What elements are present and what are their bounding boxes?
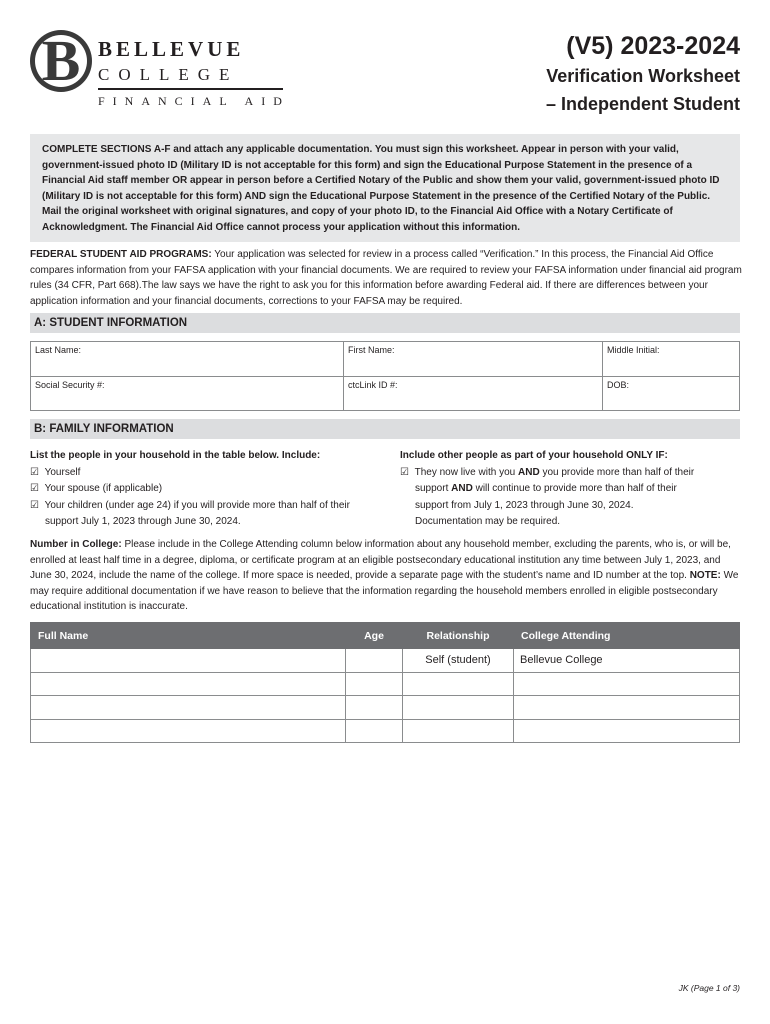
ctclink-id-field[interactable] xyxy=(344,377,603,410)
include-heading: List the people in your household in the table below. Include: xyxy=(30,450,321,461)
title-line-2: – Independent Student xyxy=(545,94,740,114)
full-name-cell[interactable] xyxy=(31,719,346,743)
checkbox-icon: ☑ xyxy=(30,466,39,478)
logo-name: BELLEVUE xyxy=(98,37,245,61)
logo-department: FINANCIAL AID xyxy=(98,94,290,108)
bellevue-college-logo xyxy=(30,30,290,112)
age-cell[interactable] xyxy=(346,672,403,696)
college-cell[interactable] xyxy=(514,696,740,720)
college-cell[interactable]: Bellevue College xyxy=(514,649,740,673)
checkbox-icon: ☑ xyxy=(30,483,39,494)
intro-lead: FEDERAL STUDENT AID PROGRAMS: xyxy=(30,249,212,260)
dob-field[interactable] xyxy=(603,377,739,410)
household-other-list: Include other people as part of your household ONLY IF: ☑ They now live with you AND you provide more than half of their support AND will continue to provide more than half of their support from July 1, 2023 through June 30, 2024. Documentation may be required. xyxy=(400,448,730,531)
list-item: ☑ Yourself xyxy=(30,465,390,482)
college-cell[interactable] xyxy=(514,672,740,696)
instructions-box: COMPLETE SECTIONS A-F and attach any applicable documentation. You must sign this worksheet. Appear in person with your valid, government-issued photo ID (Military ID is not acceptable for this form) and sign the Educational Purpose Statement in the presence of a Financial Aid staff member OR appear in person before a Certified Notary of the Public and show them your valid, government-issued photo ID (Military ID is not acceptable for this form) AND sign the Educational Purpose Statement in the presence of the Certified Notary of the Public. Mail the original worksheet with original signatures, and copy of your photo ID, to the Financial Aid Office with a Notary Certificate of Acknowledgment. The Financial Aid Office cannot process your application without this information. xyxy=(30,134,740,242)
full-name-cell[interactable] xyxy=(31,696,346,720)
table-header-row xyxy=(31,623,740,649)
col-college-attending: College Attending xyxy=(514,623,740,649)
table-row xyxy=(31,649,740,673)
col-age: Age xyxy=(346,623,403,649)
checkbox-icon: ☑ xyxy=(30,499,39,511)
middle-initial-field[interactable] xyxy=(603,342,739,377)
title-line-1: Verification Worksheet xyxy=(546,66,740,86)
full-name-cell[interactable] xyxy=(31,649,346,673)
ssn-label: Social Security #: xyxy=(35,380,105,390)
student-info-grid xyxy=(30,341,740,411)
household-table xyxy=(30,622,740,743)
list-item: ☑ Your children (under age 24) if you will provide more than half of their xyxy=(30,498,390,515)
age-cell[interactable] xyxy=(346,696,403,720)
full-name-cell[interactable] xyxy=(31,672,346,696)
relationship-cell[interactable] xyxy=(403,719,514,743)
table-row xyxy=(31,672,740,696)
middle-initial-label: Middle Initial: xyxy=(607,345,660,355)
table-row xyxy=(31,696,740,720)
section-a-header: A: STUDENT INFORMATION xyxy=(30,313,740,333)
logo-letter: B xyxy=(41,28,81,93)
document-title xyxy=(546,30,740,118)
relationship-cell[interactable] xyxy=(403,672,514,696)
logo-divider xyxy=(98,88,283,90)
last-name-field[interactable] xyxy=(31,342,344,377)
age-cell[interactable] xyxy=(346,719,403,743)
page-footer: JK (Page 1 of 3) xyxy=(678,983,740,993)
first-name-label: First Name: xyxy=(348,345,395,355)
ctclink-id-label: ctcLink ID #: xyxy=(348,380,398,390)
federal-aid-intro xyxy=(30,247,742,309)
section-b-header: B: FAMILY INFORMATION xyxy=(30,419,740,439)
relationship-cell[interactable] xyxy=(403,696,514,720)
last-name-label: Last Name: xyxy=(35,345,82,355)
col-relationship: Relationship xyxy=(403,623,514,649)
dob-label: DOB: xyxy=(607,380,630,390)
ssn-field[interactable] xyxy=(31,377,344,410)
table-row xyxy=(31,719,740,743)
logo-college: COLLEGE xyxy=(98,65,239,84)
other-heading: Include other people as part of your household ONLY IF: xyxy=(400,450,668,461)
list-item: ☑ Your spouse (if applicable) xyxy=(30,481,390,498)
household-include-list xyxy=(30,448,390,531)
list-item: ☑ They now live with you AND you provide more than half of their xyxy=(400,465,730,482)
checkbox-icon: ☑ xyxy=(400,466,409,478)
college-cell[interactable] xyxy=(514,719,740,743)
relationship-cell[interactable]: Self (student) xyxy=(403,649,514,673)
number-in-college-text: Number in College: Please include in the College Attending column below information about any household member, excluding the parents, who is, or will be, enrolled at least half time in a degree, diploma, or certificate program at an eligible postsecondary educational institution any time between July 1, 2023, and June 30, 2024, include the name of the college. If more space is needed, provide a separate page with the student’s name and ID number at the top. NOTE: We may require additional documentation if we have reason to believe that the information regarding the household members enrolled in eligible postsecondary educational institution is inaccurate. xyxy=(30,539,739,613)
list-item-continued: support July 1, 2023 through June 30, 2024. xyxy=(45,516,241,527)
title-year: (V5) 2023-2024 xyxy=(566,32,740,60)
age-cell[interactable] xyxy=(346,649,403,673)
intro-text: Your application was selected for review in a process called “Verification.” In this process, the Financial Aid Office compares information from your FAFSA application with your financial documents. We are required to review your FAFSA information under financial aid program rules (34 CFR, Part 668).The law says we have the right to ask you for this information before awarding Federal aid. If there are differences between your application information and your financial documents, corrections to your FAFSA may be required. xyxy=(30,249,742,307)
col-full-name: Full Name xyxy=(31,623,346,649)
first-name-field[interactable] xyxy=(344,342,603,377)
